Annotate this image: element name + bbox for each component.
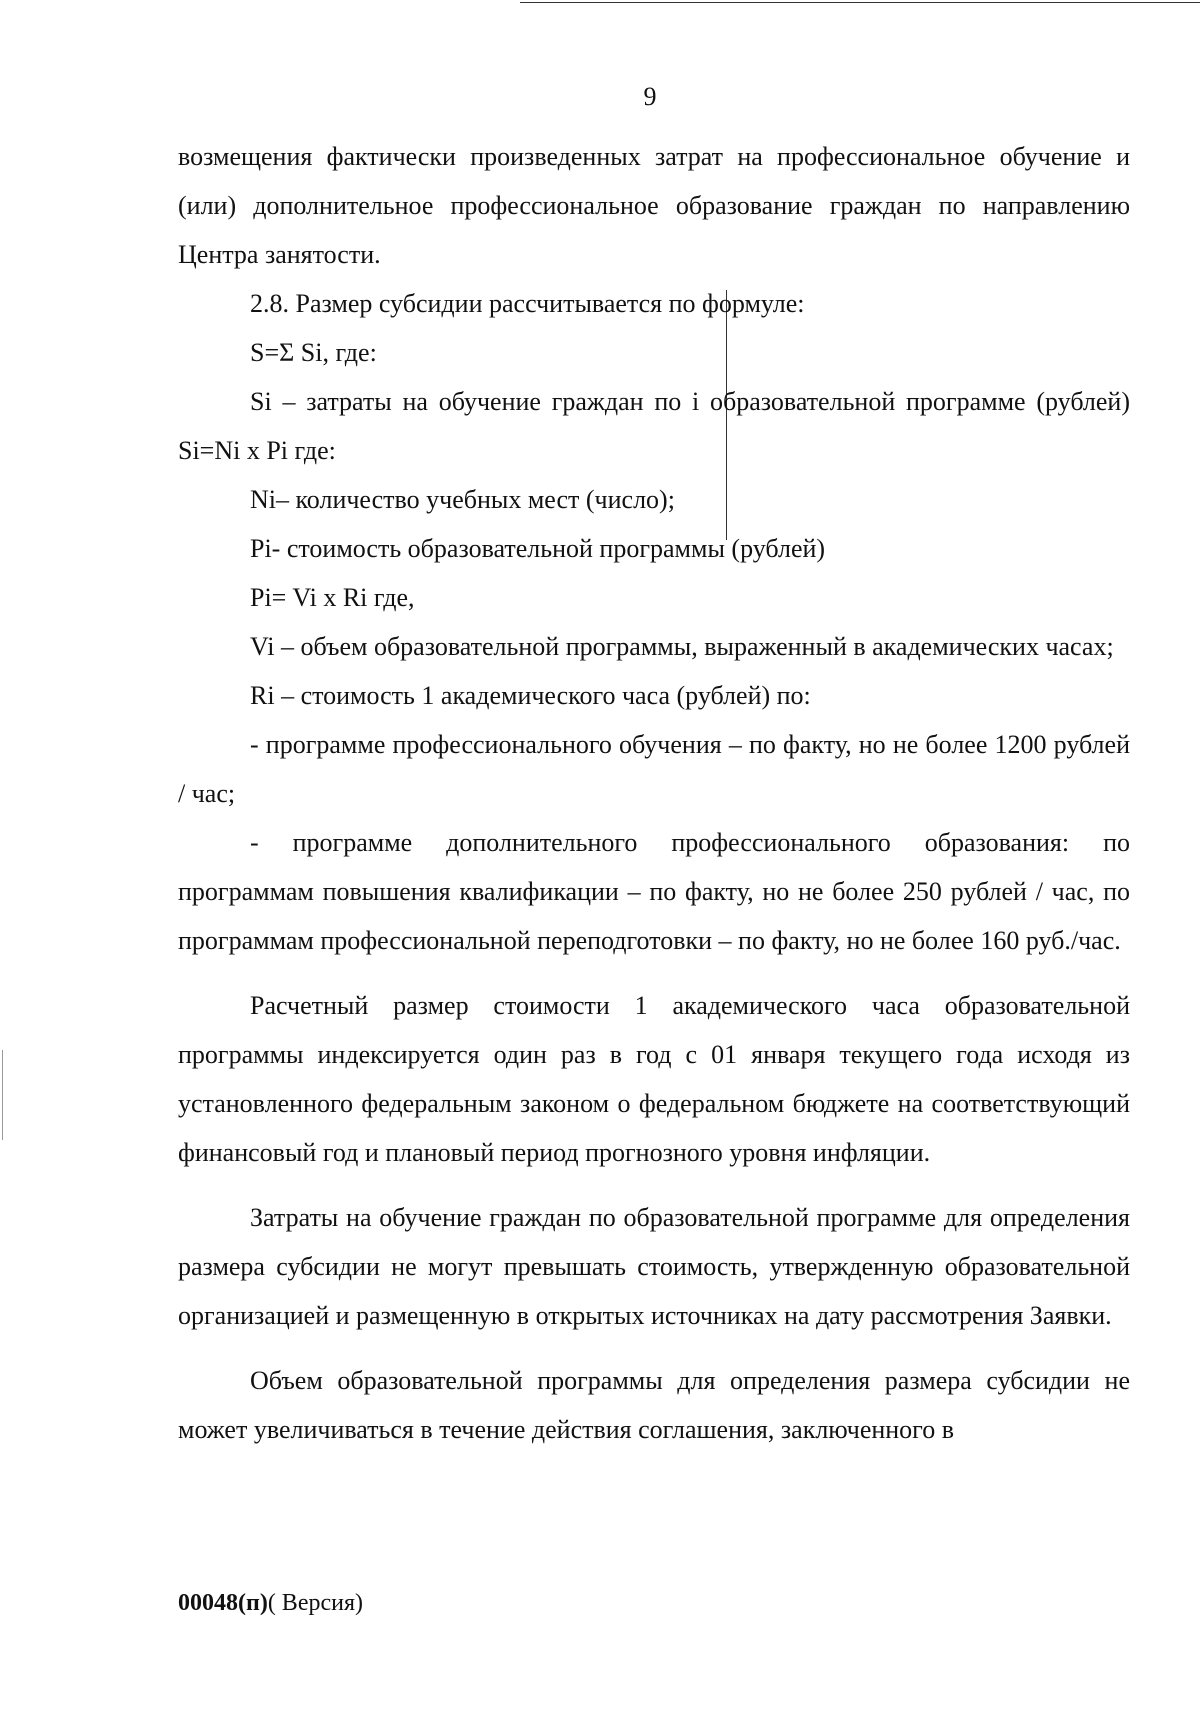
document-version: ( Версия): [267, 1590, 363, 1616]
document-code: 00048(п): [178, 1590, 268, 1616]
paragraph: S=Σ Si, где:: [250, 338, 377, 367]
paragraph: Vi – объем образовательной программы, выраженный в академических часах;: [250, 632, 1114, 661]
paragraph: возмещения фактически произведенных затрат на профессиональное обучение и (или) дополнительное профессиональное образование граждан по направлению Центра занятости.: [178, 142, 1130, 269]
page-number: 9: [643, 82, 657, 111]
scan-artifact-left-line: [2, 1050, 3, 1140]
document-body: [178, 132, 1130, 1454]
paragraph: Pi- стоимость образовательной программы (рублей): [250, 534, 826, 563]
paragraph: Si – затраты на обучение граждан по i образовательной программе (рублей) Si=Ni x Pi где:: [178, 387, 1130, 465]
paragraph: Ni– количество учебных мест (число);: [250, 485, 675, 514]
document-footer: [178, 1590, 363, 1617]
paragraph: Расчетный размер стоимости 1 академического часа образовательной программы индексируется один раз в год с 01 января текущего года исходя из установленного федеральным законом о федеральном бюджете на соответствующий финансовый год и плановый период прогнозного уровня инфляции.: [178, 991, 1130, 1167]
paragraph: - программе дополнительного профессионального образования: по программам повышения квалификации – по факту, но не более 250 рублей / час, по программам профессиональной переподготовки – по факту, но не более 160 руб./час.: [178, 828, 1130, 955]
scan-artifact-top-line: [520, 2, 1200, 3]
paragraph: - программе профессионального обучения – по факту, но не более 1200 рублей / час;: [178, 730, 1130, 808]
paragraph: Объем образовательной программы для определения размера субсидии не может увеличиваться в течение действия соглашения, заключенного в: [178, 1366, 1130, 1444]
paragraph: Pi= Vi x Ri где,: [250, 583, 415, 612]
paragraph: 2.8. Размер субсидии рассчитывается по формуле:: [250, 289, 805, 318]
paragraph: Ri – стоимость 1 академического часа (рублей) по:: [250, 681, 811, 710]
paragraph: Затраты на обучение граждан по образовательной программе для определения размера субсидии не могут превышать стоимость, утвержденную образовательной организацией и размещенную в открытых источниках на дату рассмотрения Заявки.: [178, 1203, 1130, 1330]
